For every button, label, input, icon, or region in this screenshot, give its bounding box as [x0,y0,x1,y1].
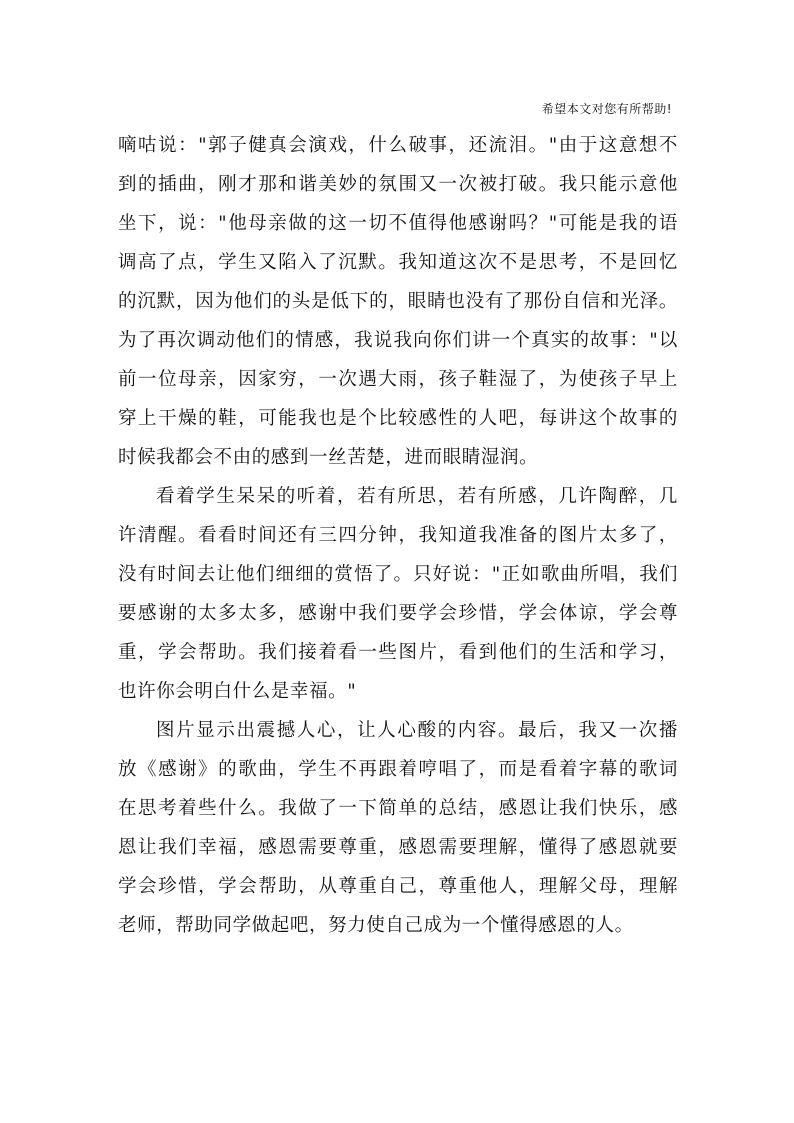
paragraph-3 [118,711,678,945]
body-text [118,126,678,945]
paragraph-1 [118,126,678,477]
text-line: 放《感谢》的歌曲，学生不再跟着哼唱了，而是看着字幕的歌词 [118,759,678,780]
text-line: 老师，帮助同学做起吧，努力使自己成为一个懂得感恩的人。 [118,915,634,936]
header-note: 希望本文对您有所帮助! [541,102,672,116]
paragraph-2 [118,477,678,711]
text-line: 到的插曲，刚才那和谐美妙的氛围又一次被打破。我只能示意他 [118,174,678,195]
text-line: 前一位母亲，因家穷，一次遇大雨，孩子鞋湿了，为使孩子早上 [118,369,678,390]
text-line: 看着学生呆呆的听着，若有所思，若有所感，几许陶醉，几 [156,486,678,507]
text-line: 为了再次调动他们的情感，我说我向你们讲一个真实的故事："以 [118,330,678,351]
text-line: 穿上干燥的鞋，可能我也是个比较感性的人吧，每讲这个故事的 [118,408,678,429]
text-line: 许清醒。看看时间还有三四分钟，我知道我准备的图片太多了， [118,525,678,546]
text-line: 学会珍惜，学会帮助，从尊重自己，尊重他人，理解父母，理解 [118,876,678,897]
text-line: 要感谢的太多太多，感谢中我们要学会珍惜，学会体谅，学会尊 [118,603,678,624]
text-line: 重，学会帮助。我们接着看一些图片，看到他们的生活和学习， [118,642,678,663]
text-line: 时候我都会不由的感到一丝苦楚，进而眼睛湿润。 [118,447,539,468]
text-line: 在思考着些什么。我做了一下简单的总结，感恩让我们快乐，感 [118,798,678,819]
text-line: 嘀咕说："郭子健真会演戏，什么破事，还流泪。"由于这意想不 [118,135,678,156]
text-line: 没有时间去让他们细细的赏悟了。只好说："正如歌曲所唱，我们 [118,564,678,585]
text-line: 调高了点，学生又陷入了沉默。我知道这次不是思考，不是回忆 [118,252,678,273]
text-line: 坐下，说："他母亲做的这一切不值得他感谢吗？"可能是我的语 [118,213,678,234]
text-line: 恩让我们幸福，感恩需要尊重，感恩需要理解，懂得了感恩就要 [118,837,678,858]
text-line: 也许你会明白什么是幸福。" [118,681,357,702]
text-line: 图片显示出震撼人心，让人心酸的内容。最后，我又一次播 [156,720,678,741]
text-line: 的沉默，因为他们的头是低下的，眼睛也没有了那份自信和光泽。 [118,291,678,312]
